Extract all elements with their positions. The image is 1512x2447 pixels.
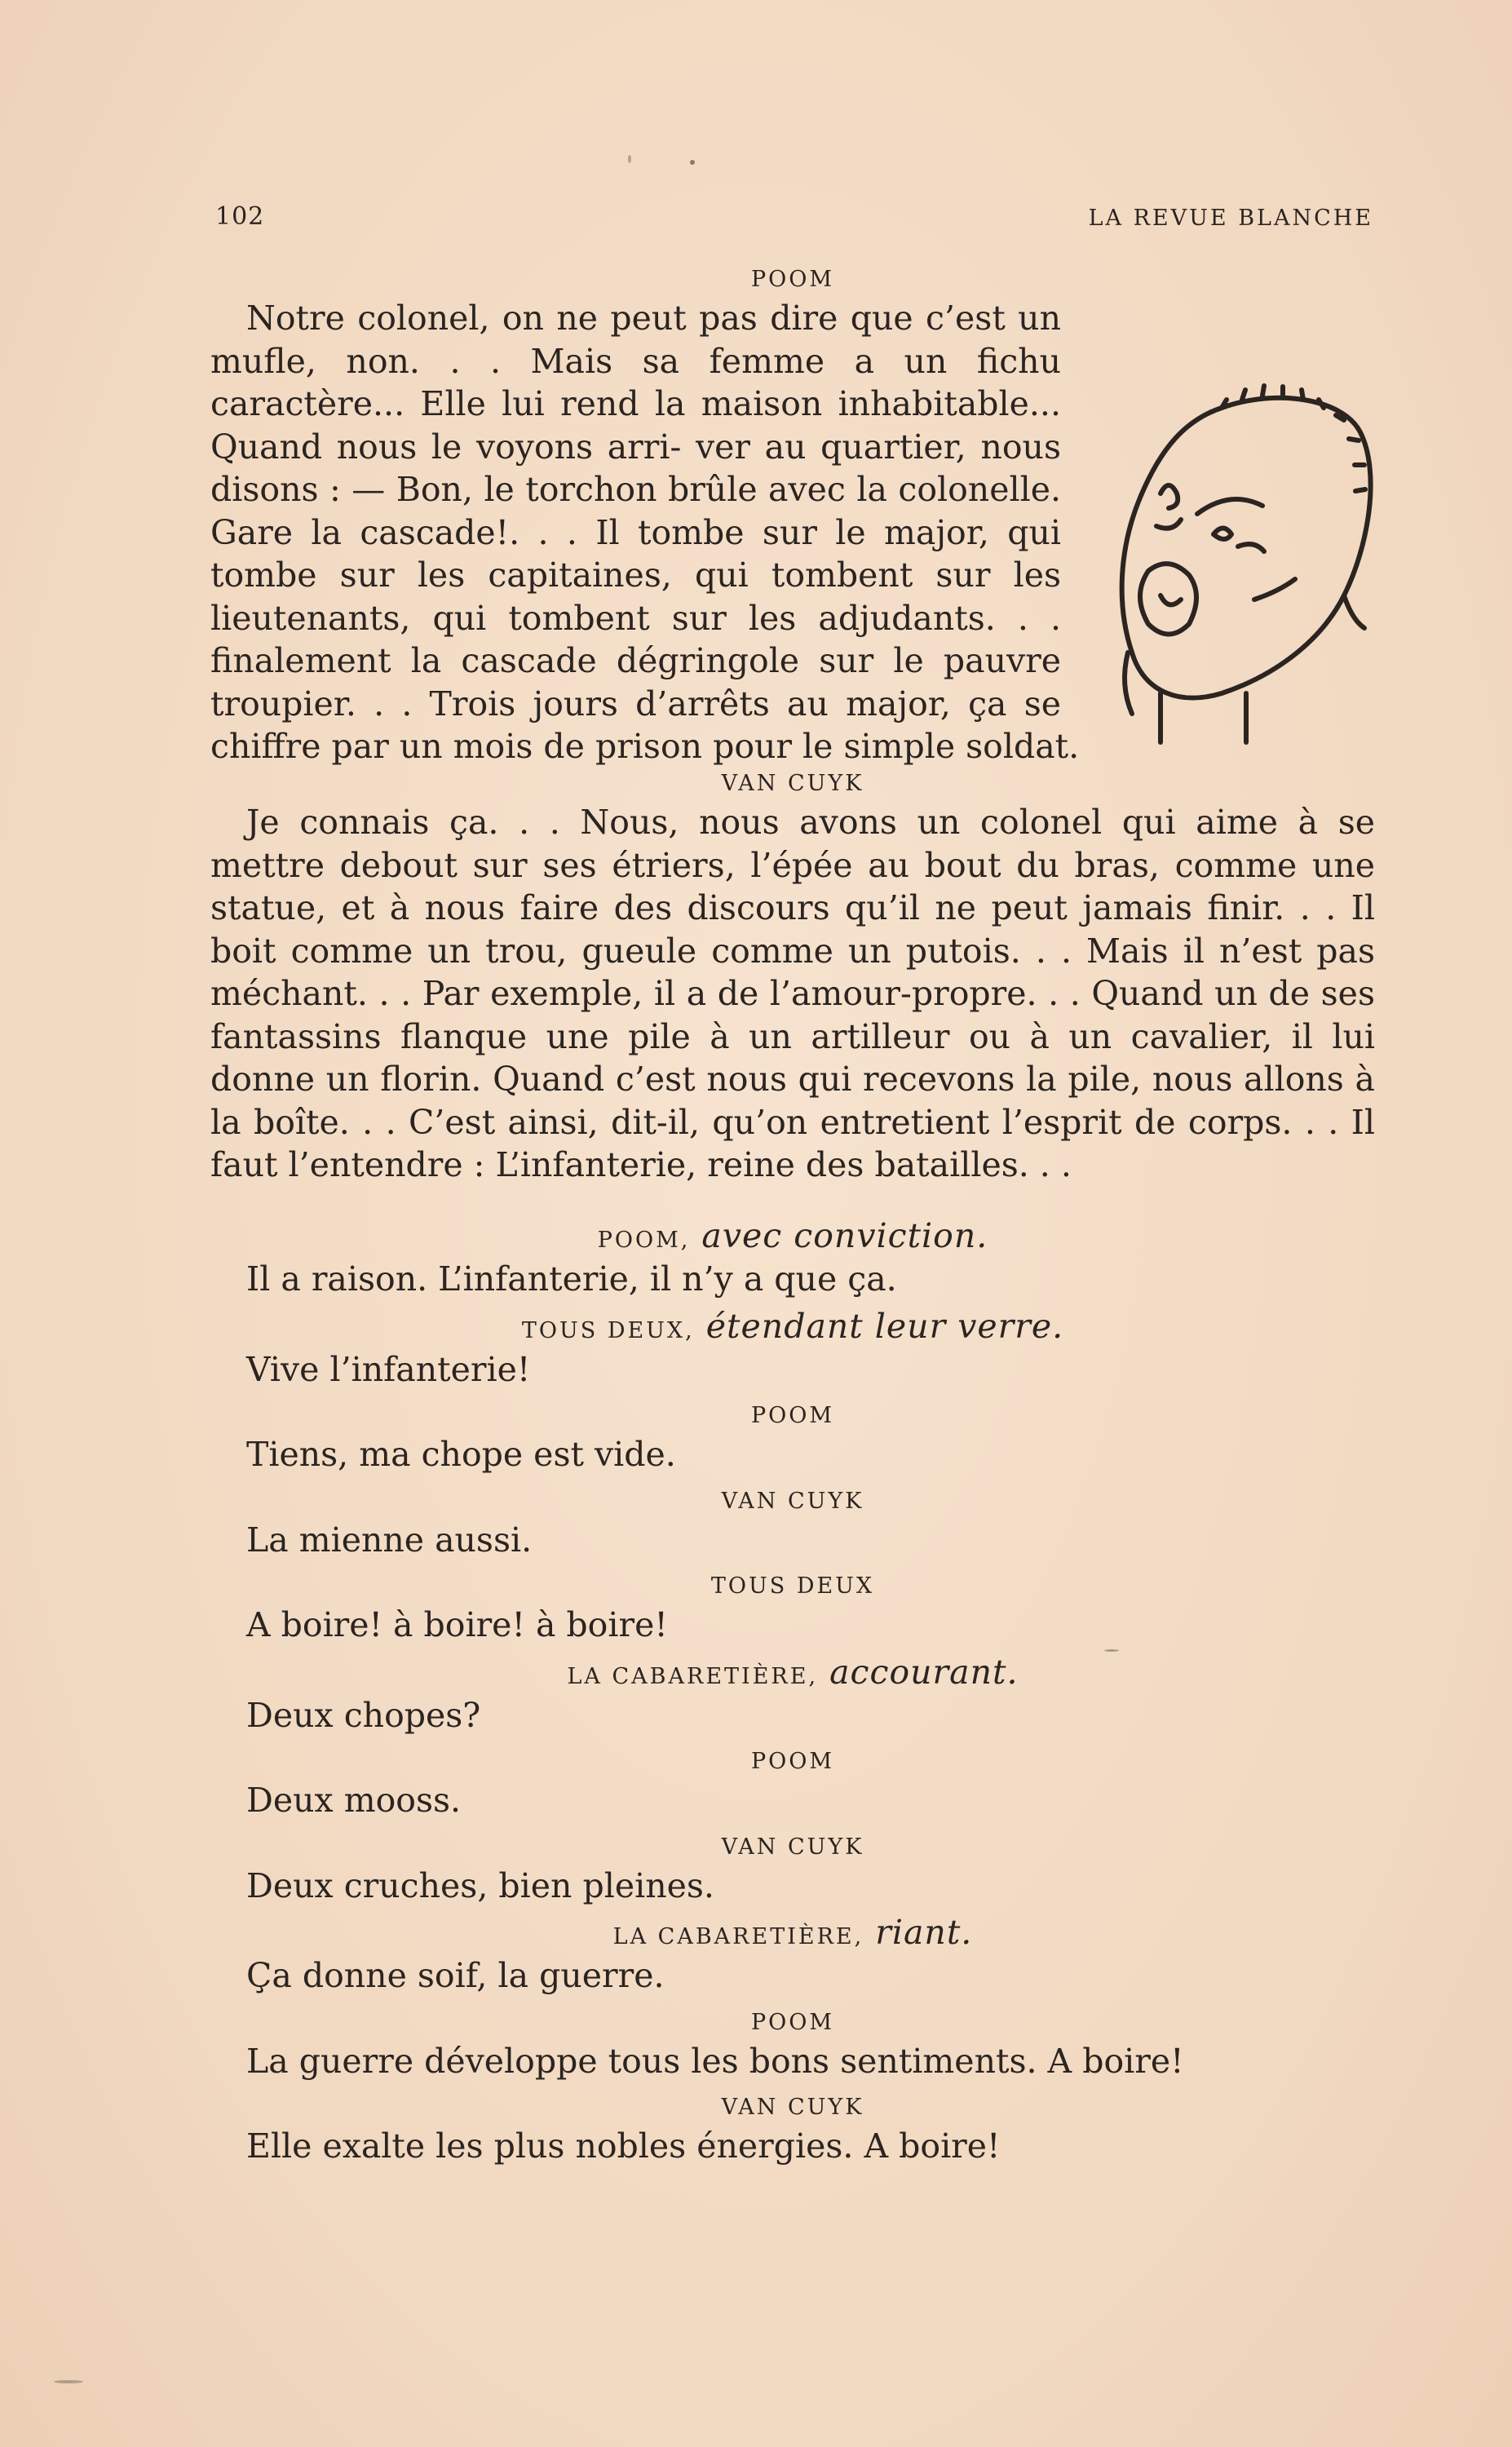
dialogue-exchange [210,2091,1375,2168]
speaker-label [210,1485,1375,1519]
speaker-name: POOM [750,2009,835,2035]
speaker-label [210,1569,1375,1604]
dialogue-line: Deux chopes? [246,1695,481,1735]
dialogue-paragraph [210,297,1375,768]
dialogue-exchange [210,1569,1375,1647]
dialogue-paragraph: Je connais ça. . . Nous, nous avons un colonel qui aime à se mettre debout sur ses étriers, l’épée au bout du bras, comme une statue, et à nous faire des discours qu’il ne peut jamais finir. . . Il boit comme un trou, gueule comme un putois. . . Mais il n’est pas méchant. . . Par exemple, il a de l’amour-propre. . . Quand un de ses fantassins flanque une pile à un artilleur ou à un cavalier, il lui donne un florin. Quand c’est nous qui recevons la pile, nous allons à la boîte. . . C’est ainsi, dit-il, qu’on entretient l’esprit de corps. . . Il faut l’entendre : L’infanterie, reine des batailles. . . [210,803,1375,1184]
speaker-label [210,1652,1375,1694]
speaker-name: LA CABARETIÈRE, [612,1924,864,1949]
speaker-label: POOM [750,267,835,292]
dialogue-exchange [210,1652,1375,1737]
dialogue-line: Deux cruches, bien pleines. [246,1865,714,1905]
dialogue-line: Deux mooss. [246,1781,462,1820]
dialogue-line: Il a raison. L’infanterie, il n’y a que ça. [246,1259,897,1299]
dialogue-exchange [210,1485,1375,1562]
speaker-name: POOM [750,1403,835,1428]
speaker-label [210,2006,1375,2040]
speaker-name: TOUS DEUX, [521,1317,695,1343]
speaker-name: VAN CUYK [721,1834,864,1860]
stage-direction: riant. [864,1913,973,1952]
stage-direction: étendant leur verre. [694,1306,1064,1346]
dialogue-line: La mienne aussi. [246,1520,533,1560]
dialogue-exchange [210,1830,1375,1908]
dialogue-block-2 [210,767,1375,1187]
dialogue-exchange [210,1399,1375,1476]
dialogue-line: Elle exalte les plus nobles énergies. A boire! [246,2126,1001,2166]
dialogue-line: A boire! à boire! à boire! [246,1605,668,1644]
illustration-spacer [1061,340,1375,723]
speaker-name: POOM, [597,1228,691,1253]
speaker-label [210,1216,1375,1258]
page-number: 102 [215,202,265,231]
speaker-label [210,1830,1375,1865]
speaker-name: POOM [750,1749,835,1774]
speaker-name: VAN CUYK [721,2095,864,2120]
dialogue-exchange [210,1216,1375,1301]
dialogue-exchanges [210,1216,1375,2176]
dialogue-exchange [210,2006,1375,2083]
speaker-label [210,1745,1375,1779]
speaker-label [210,1399,1375,1433]
dialogue-exchange [210,1306,1375,1392]
dialogue-line: Ça donne soif, la guerre. [246,1956,665,1995]
running-title: LA REVUE BLANCHE [1088,206,1373,231]
speaker-label [210,1915,1375,1954]
page-header [215,202,1373,235]
stage-direction: accourant. [818,1652,1019,1692]
speaker-label: VAN CUYK [721,771,864,796]
dialogue-paragraph-text: Notre colonel, on ne peut pas dire que c’est un mufle, non. . . Mais sa femme a un fichu caractère... Elle lui rend la maison inhabitable... Quand nous le voyons arri- ver au quartier, nous disons : — Bon, le torchon brûle avec la colonelle. Gare la cascade!. . . Il tombe sur le major, qui tombe sur les capitaines, qui tombent sur les lieutenants, qui tombent sur les adjudants. . . finalement la cascade dégringole sur le pauvre troupier. . . Trois jours d’arrêts au major, ça se chiffre par un mois de prison pour le simple soldat. [210,299,1080,766]
dialogue-block-1 [210,263,1375,768]
dialogue-exchange [210,1745,1375,1822]
speaker-name: TOUS DEUX [710,1573,875,1599]
speaker-name: LA CABARETIÈRE, [567,1663,819,1689]
speaker-label [210,1306,1375,1348]
dialogue-exchange [210,1915,1375,1998]
speaker-name: VAN CUYK [721,1488,864,1514]
dialogue-line: Vive l’infanterie! [246,1349,531,1389]
stage-direction: avec conviction. [690,1216,988,1255]
dialogue-line: Tiens, ma chope est vide. [246,1435,676,1474]
speaker-label [210,2091,1375,2125]
dialogue-line: La guerre développe tous les bons sentiments. A boire! [246,2041,1184,2081]
